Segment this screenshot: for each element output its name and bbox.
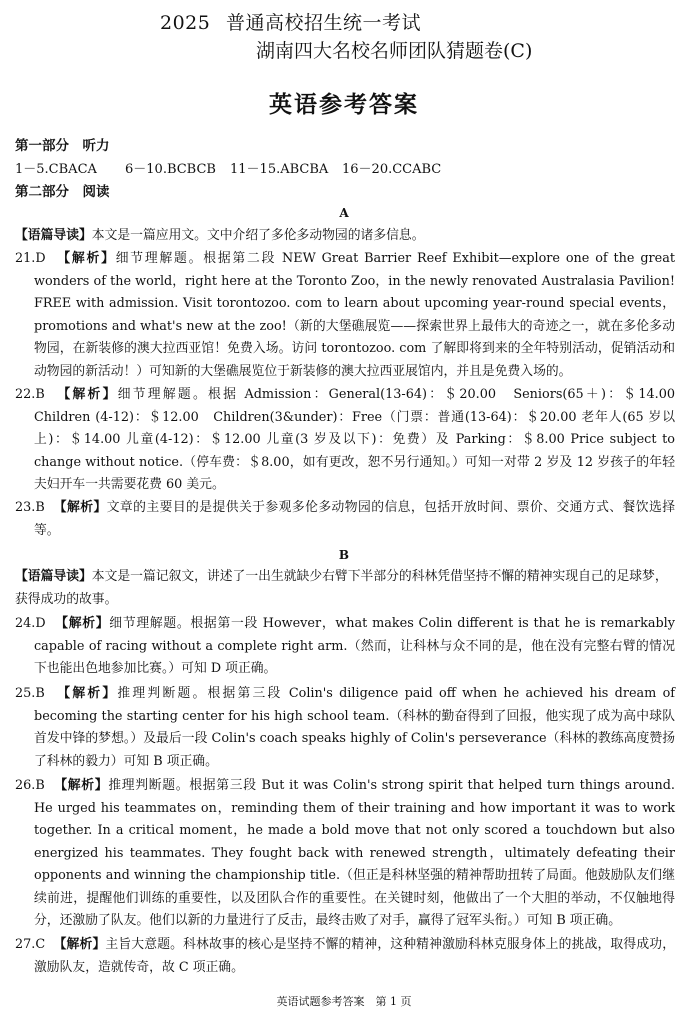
answer-item-24 xyxy=(15,613,675,681)
item-tag: 【解析】 xyxy=(53,500,107,515)
guide-tag: 【语篇导读】 xyxy=(15,228,92,243)
answer-group: 11－15.ABCBA xyxy=(230,162,329,177)
page-footer: 英语试题参考答案 第 1 页 xyxy=(276,995,412,1008)
item-tag: 【解析】 xyxy=(55,616,110,631)
exam-header-line2: 湖南四大名校名师团队猜题卷(C) xyxy=(256,40,533,62)
item-number: 21.D xyxy=(15,251,46,266)
item-number: 25.B xyxy=(15,686,45,701)
item-text: 细节理解题。根据第一段 However，what makes Colin different is that he is remarkably capable of racing without a complete right arm.（然而，让科林与众不同的是，他在没有完整右臂的情况下也能出色地参加比赛。）可知 D 项正确。 xyxy=(34,616,675,676)
answer-group: 1－5.CBACA xyxy=(15,162,97,177)
page-title: 英语参考答案 xyxy=(269,92,419,118)
item-number: 27.C xyxy=(15,937,46,952)
answer-item-26 xyxy=(15,775,675,933)
exam-header-line1 xyxy=(160,8,421,35)
item-number: 26.B xyxy=(15,778,45,793)
passage-b-letter: B xyxy=(338,548,350,562)
guide-text: 本文是一篇应用文。文中介绍了多伦多动物园的诸多信息。 xyxy=(91,228,425,243)
answer-item-25 xyxy=(15,683,675,773)
exam-name: 普通高校招生统一考试 xyxy=(226,12,422,34)
item-text: 细节理解题。根据第二段 NEW Great Barrier Reef Exhibit—explore one of the great wonders of the world，right here at the Toronto Zoo，in the newly renovated Australasia Pavilion! FREE with admission. Visit torontozoo. com to learn about upcoming year-round special events，promotions and what's new at the zoo!（新的大堡礁展览——探索世界上最伟大的奇迹之一，就在多伦多动物园，在新装修的澳大拉西亚馆！免费入场。访问 torontozoo. com 了解即将到来的全年特别活动，促销活动和动物园的新活动！）可知新的大堡礁展览位于新装修的澳大拉西亚展馆内，并且是免费入场的。 xyxy=(34,251,675,379)
item-number: 23.B xyxy=(15,500,45,515)
part1-heading: 第一部分 听力 xyxy=(15,138,110,154)
guide-tag: 【语篇导读】 xyxy=(15,569,92,584)
passage-a-letter: A xyxy=(339,206,349,220)
item-tag: 【解析】 xyxy=(53,937,106,952)
passage-b-guide xyxy=(15,566,675,611)
item-text: 推理判断题。根据第三段 But it was Colin's strong spirit that helped turn things around. He urged his teammates on，reminding them of their training and how important it was to work together. In a critical moment，he made a bold move that not only scored a touchdown but also energized his teammates. They fought back with renewed strength，ultimately defeating their opponents and winning the championship title.（但正是科林坚强的精神帮助扭转了局面。他鼓励队友们继续前进，提醒他们训练的重要性，以及团队合作的重要性。在关键时刻，他做出了一个大胆的举动，不仅触地得分，还激励了队友。他们以新的力量进行了反击，最终击败了对手，赢得了冠军头衔。）可知 B 项正确。 xyxy=(34,778,676,928)
item-tag: 【解析】 xyxy=(57,251,116,266)
answer-group: 16－20.CCABC xyxy=(342,162,442,177)
answer-group: 6－10.BCBCB xyxy=(125,162,216,177)
item-tag: 【解析】 xyxy=(54,778,109,793)
answer-item-23 xyxy=(15,497,675,542)
guide-text: 本文是一篇记叙文，讲述了一出生就缺少右臂下半部分的科林凭借坚持不懈的精神实现自己的足球梦，获得成功的故事。 xyxy=(15,569,668,607)
item-text: 推理判断题。根据第三段 Colin's diligence paid off when he achieved his dream of becoming the starting center for his high school team.（科林的勤奋得到了回报，他实现了成为高中球队首发中锋的梦想。）及最后一段 Colin's coach speaks highly of Colin's perseverance（科林的教练高度赞扬了科林的毅力）可知 B 项正确。 xyxy=(34,686,676,769)
exam-year: 2025 xyxy=(160,12,211,34)
item-text: 主旨大意题。科林故事的核心是坚持不懈的精神，这种精神激励科林克服身体上的挑战，取得成功，激励队友，造就传奇，故 C 项正确。 xyxy=(34,937,676,975)
answer-item-21 xyxy=(15,248,675,383)
item-tag: 【解析】 xyxy=(57,387,118,402)
item-tag: 【解析】 xyxy=(57,686,118,701)
part2-heading: 第二部分 阅读 xyxy=(15,184,110,200)
item-number: 24.D xyxy=(15,616,46,631)
passage-a-guide xyxy=(15,225,675,248)
answer-item-27 xyxy=(15,934,675,979)
listening-answers xyxy=(15,158,441,177)
answer-item-22 xyxy=(15,384,688,497)
item-text: 细节理解题。根据 Admission：General(13-64)：＄20.00 Seniors(65＋)：＄14.00 Children (4-12)：＄12.00 Children(3&under)：Free（门票：普通(13-64)：＄20.00 老年人(65 岁以上)：＄14.00 儿童(4-12)：＄12.00 儿童(3 岁及以下)：免费）及 Parking：＄8.00 Price subject to change without notice.（停车费：＄8.00，如有更改，恕不另行通知。）可知一对带 2 岁及 12 岁孩子的年轻夫妇开车一共需要花费 60 美元。 xyxy=(34,387,688,492)
item-text: 文章的主要目的是提供关于参观多伦多动物园的信息，包括开放时间、票价、交通方式、餐饮选择等。 xyxy=(34,500,676,538)
item-number: 22.B xyxy=(15,387,45,402)
